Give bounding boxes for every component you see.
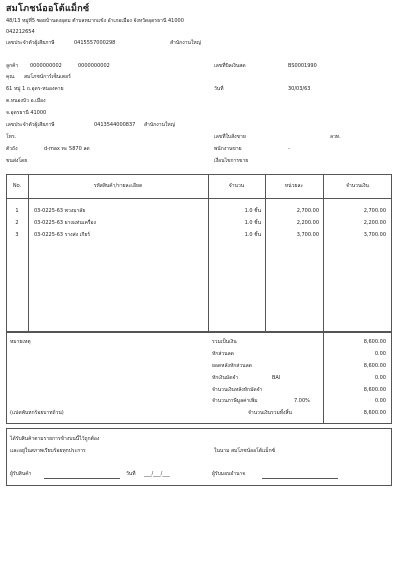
customer-phone-label: โทร.	[6, 134, 17, 140]
customer-tax-id: 0413544000837	[94, 122, 136, 128]
row-1-qty: 1.0 ชิ้น	[244, 208, 261, 214]
total-value-2: 0.00	[374, 351, 386, 357]
row-2-no: 2	[15, 220, 19, 226]
customer-name-label: คุณ.	[6, 74, 16, 80]
condition-label: เงื่อนไขการขาย	[214, 158, 249, 164]
remark-label: หมายเหตุ	[10, 339, 31, 345]
company-signature-label: ในนาม สมโภชน์ออโต้แม็กซ์	[214, 448, 275, 454]
deposit-code: BAI	[272, 375, 281, 381]
ref-label: เลขที่ใบสั่งขาย	[214, 134, 246, 140]
header-qty: จำนวน	[228, 183, 245, 189]
row-1-price: 2,700.00	[296, 208, 319, 214]
receiver-label: ผู้รับสินค้า	[10, 471, 32, 477]
row-2-amount: 2,200.00	[363, 220, 386, 226]
total-value-5: 8,600.00	[363, 387, 386, 393]
amount-in-words: (แปดพันหกร้อยบาทถ้วน)	[10, 410, 64, 416]
receipt-note-2: และอยู่ในสภาพเรียบร้อยทุกประการ	[10, 448, 86, 454]
total-label-1: รวมเป็นเงิน	[212, 339, 237, 345]
ref-value: ลวท.	[330, 134, 341, 140]
company-name: สมโภชน์ออโต้แม็กซ์	[6, 4, 90, 14]
customer-code-label: ลูกค้า	[6, 63, 19, 69]
row-3-amount: 3,700.00	[363, 232, 386, 238]
row-1-no: 1	[15, 208, 19, 214]
total-value-7: 8,600.00	[363, 410, 386, 416]
customer-address-2: ต.หนองบัว อ.เมือง	[6, 98, 46, 104]
doc-no: BS0001990	[288, 63, 317, 69]
total-value-1: 8,600.00	[363, 339, 386, 345]
row-2-desc: 03-0225-63 ยางแท่นเครื่อง	[34, 220, 96, 226]
total-value-4: 0.00	[374, 375, 386, 381]
header-price: หน่วยละ	[284, 183, 304, 189]
authorized-signature-line	[262, 478, 338, 479]
customer-branch: สำนักงานใหญ่	[144, 122, 175, 128]
row-3-no: 3	[15, 232, 19, 238]
table-header-divider	[6, 198, 392, 199]
receive-date-blank: ___/___/___	[144, 471, 170, 477]
total-value-6: 0.00	[374, 398, 386, 404]
total-label-3: ยอดหลังหักส่วนลด	[212, 363, 252, 369]
total-label-4: หักเงินมัดจำ	[212, 375, 239, 381]
vehicle-label: ตัวถัง	[6, 146, 18, 152]
receiver-signature-line	[44, 478, 120, 479]
date-label: วันที่	[214, 86, 224, 92]
header-amount: จำนวนเงิน	[346, 183, 369, 189]
company-phone: 042212654	[6, 29, 35, 35]
total-value-3: 8,600.00	[363, 363, 386, 369]
staff-label: พนักงานขาย	[214, 146, 242, 152]
receive-date-label: วันที่	[126, 471, 136, 477]
customer-code-1: 0000000002	[30, 63, 62, 69]
vehicle-value: d-max ทะ 5870 ลด	[44, 146, 90, 152]
vat-rate: 7.00%	[294, 398, 310, 404]
row-1-desc: 03-0225-63 พวงมาลัย	[34, 208, 86, 214]
company-tax-id: 0415557000298	[74, 40, 116, 46]
doc-no-label: เลขที่บิลเงินสด	[214, 63, 246, 69]
company-branch: สำนักงานใหญ่	[170, 40, 201, 46]
doc-date: 30/03/63	[288, 86, 311, 92]
row-3-price: 3,700.00	[296, 232, 319, 238]
total-label-5: จำนวนเงินหลังหักมัดจำ	[212, 387, 263, 393]
authorized-label: ผู้รับมอบอำนาจ	[212, 471, 246, 477]
total-label-7: จำนวนเงินรวมทั้งสิ้น	[248, 410, 292, 416]
company-address: 48/13 หมู่ที่5 ซอยบ้านดงอุดม ตำบลหมากแข้ง อำเภอเมือง จังหวัดอุดรธานี 41000	[6, 18, 184, 24]
ship-label: ขนส่งโดย	[6, 158, 28, 164]
row-2-qty: 1.0 ชิ้น	[244, 220, 261, 226]
customer-address-1: 61 หมู่ 1 ถ.อุดร-หนองคาย	[6, 86, 64, 92]
receipt-note-1: ได้รับสินค้าตามรายการข้างบนนี้ไว้ถูกต้อง	[10, 436, 100, 442]
total-label-2: หักส่วนลด	[212, 351, 234, 357]
row-2-price: 2,200.00	[296, 220, 319, 226]
customer-code-2: 0000000002	[78, 63, 110, 69]
header-no: No.	[12, 183, 22, 189]
staff-value: -	[288, 146, 290, 152]
header-desc: รหัสสินค้า/รายละเอียด	[93, 183, 143, 189]
customer-name: สมโภชน์การ์เซ็นเตอร์	[24, 74, 71, 80]
total-label-6: จำนวนภาษีมูลค่าเพิ่ม	[212, 398, 258, 404]
row-3-qty: 1.0 ชิ้น	[244, 232, 261, 238]
customer-address-3: จ.อุดรธานี 41000	[6, 110, 47, 116]
row-3-desc: 03-0225-63 รางส่ง เกียร์	[34, 232, 91, 238]
customer-tax-label: เลขประจำตัวผู้เสียภาษี	[6, 122, 55, 128]
row-1-amount: 2,700.00	[363, 208, 386, 214]
company-tax-label: เลขประจำตัวผู้เสียภาษี	[6, 40, 55, 46]
